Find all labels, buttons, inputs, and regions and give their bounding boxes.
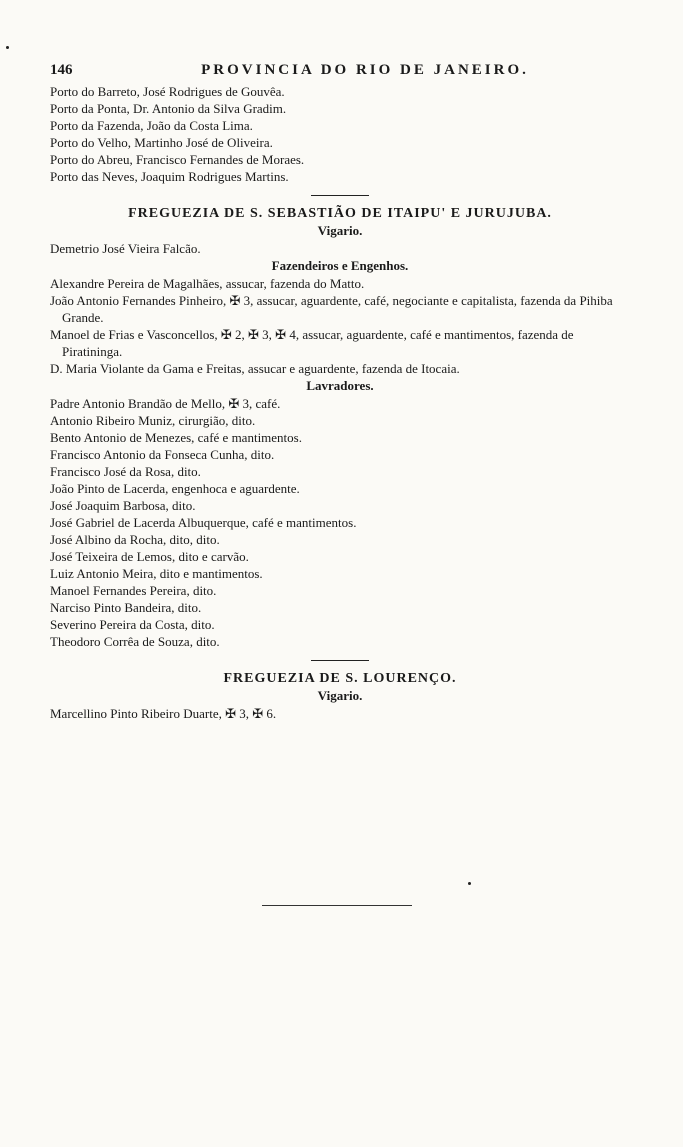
list-item: João Pinto de Lacerda, engenhoca e aguardente. (50, 481, 300, 496)
end-ornament-rule (262, 905, 412, 906)
list-item: Narciso Pinto Bandeira, dito. (50, 600, 202, 615)
list-item: Porto do Velho, Martinho José de Oliveira. (50, 135, 273, 150)
section-title: FREGUEZIA DE S. LOURENÇO. (223, 671, 457, 686)
section-title: FREGUEZIA DE S. SEBASTIÃO DE ITAIPU' E JURUJUBA. (128, 206, 552, 221)
vigario-name: Marcellino Pinto Ribeiro Duarte, ✠ 3, ✠ 6. (50, 706, 277, 721)
list-item: Alexandre Pereira de Magalhães, assucar, fazenda do Matto. (50, 276, 365, 291)
list-item: José Gabriel de Lacerda Albuquerque, café e mantimentos. (50, 515, 357, 530)
list-item: Porto das Neves, Joaquim Rodrigues Martins. (50, 169, 289, 184)
list-item: Porto do Barreto, José Rodrigues de Gouvêa. (50, 84, 285, 99)
list-item: João Antonio Fernandes Pinheiro, ✠ 3, assucar, aguardente, café, negociante e capitalista, fazenda da Pihiba Grande. (50, 293, 613, 325)
list-item: José Teixeira de Lemos, dito e carvão. (50, 549, 249, 564)
list-item: D. Maria Violante da Gama e Freitas, assucar e aguardente, fazenda de Itocaia. (50, 361, 460, 376)
list-item: Francisco Antonio da Fonseca Cunha, dito. (50, 447, 275, 462)
document-page (50, 62, 630, 722)
lavradores-heading: Lavradores. (306, 378, 374, 393)
fazendeiros-heading: Fazendeiros e Engenhos. (271, 258, 409, 273)
list-item: Porto do Abreu, Francisco Fernandes de Moraes. (50, 152, 305, 167)
page-title: PROVINCIA DO RIO DE JANEIRO. (201, 62, 529, 78)
list-item: Porto da Fazenda, João da Costa Lima. (50, 118, 253, 133)
list-item: Manoel de Frias e Vasconcellos, ✠ 2, ✠ 3, ✠ 4, assucar, aguardente, café e mantimentos, fazenda de Piratininga. (50, 327, 574, 359)
page-number: 146 (50, 62, 73, 78)
list-item: José Albino da Rocha, dito, dito. (50, 532, 220, 547)
vigario-heading: Vigario. (317, 223, 363, 238)
divider (311, 195, 369, 196)
ports-list (50, 83, 630, 185)
list-item: Bento Antonio de Menezes, café e mantimentos. (50, 430, 302, 445)
list-item: Francisco José da Rosa, dito. (50, 464, 201, 479)
list-item: Severino Pereira da Costa, dito. (50, 617, 215, 632)
print-speck (468, 882, 471, 885)
vigario-heading: Vigario. (317, 688, 363, 703)
list-item: Porto da Ponta, Dr. Antonio da Silva Gradim. (50, 101, 287, 116)
page-header (50, 62, 630, 79)
list-item: Theodoro Corrêa de Souza, dito. (50, 634, 220, 649)
list-item: José Joaquim Barbosa, dito. (50, 498, 196, 513)
list-item: Padre Antonio Brandão de Mello, ✠ 3, café. (50, 396, 281, 411)
list-item: Antonio Ribeiro Muniz, cirurgião, dito. (50, 413, 256, 428)
list-item: Luiz Antonio Meira, dito e mantimentos. (50, 566, 263, 581)
vigario-name: Demetrio José Vieira Falcão. (50, 241, 201, 256)
list-item: Manoel Fernandes Pereira, dito. (50, 583, 217, 598)
divider (311, 660, 369, 661)
print-speck (6, 46, 9, 49)
